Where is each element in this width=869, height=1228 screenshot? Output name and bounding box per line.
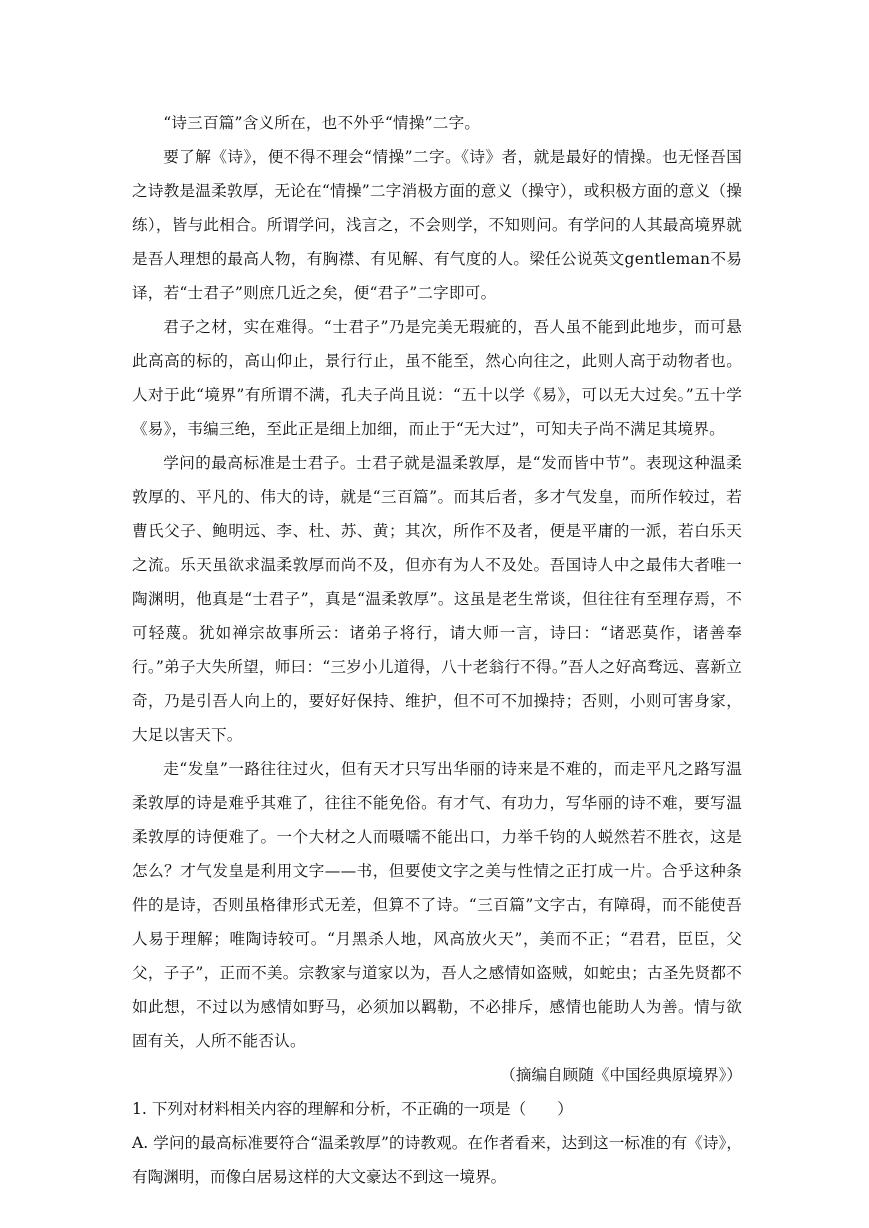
- document-page: [132, 106, 742, 1194]
- paragraph-3: 君子之材，实在难得。“士君子”乃是完美无瑕疵的，吾人虽不能到此地步，而可悬此高高的标的，高山仰止，景行行止，虽不能至，然心向往之，此则人高于动物者也。人对于此“境界”有所谓不满，孔夫子尚且说：“五十以学《易》，可以无大过矣。”五十学《易》，韦编三绝，至此正是细上加细，而止于“无大过”，可知夫子尚不满足其境界。: [132, 318, 742, 438]
- paragraph-1: “诗三百篇”含义所在，也不外乎“情操”二字。: [163, 114, 481, 132]
- option-a: A. 学问的最高标准要符合“温柔敦厚”的诗教观。在作者看来，达到这一标准的有《诗》，有陶渊明，而像白居易这样的大文豪达不到这一境界。: [132, 1134, 742, 1186]
- question-stem: 1. 下列对材料相关内容的理解和分析，不正确的一项是（ ）: [132, 1100, 573, 1118]
- paragraph-2: 要了解《诗》，便不得不理会“情操”二字。《诗》者，就是最好的情操。也无怪吾国之诗教是温柔敦厚，无论在“情操”二字消极方面的意义（操守），或积极方面的意义（操练），皆与此相合。所谓学问，浅言之，不会则学，不知则问。有学问的人其最高境界就是吾人理想的最高人物，有胸襟、有见解、有气度的人。梁任公说英文gentleman不易译，若“士君子”则庶几近之矣，便“君子”二字即可。: [132, 148, 742, 302]
- paragraph-4: 学问的最高标准是士君子。士君子就是温柔敦厚，是“发而皆中节”。表现这种温柔敦厚的、平凡的、伟大的诗，就是“三百篇”。而其后者，多才气发皇，而所作较过，若曹氏父子、鲍明远、李、杜、苏、黄；其次，所作不及者，便是平庸的一派，若白乐天之流。乐天虽欲求温柔敦厚而尚不及，但亦有为人不及处。吾国诗人中之最伟大者唯一陶渊明，他真是“士君子”，真是“温柔敦厚”。这虽是老生常谈，但往往有至理存焉，不可轻蔑。犹如禅宗故事所云：诸弟子将行，请大师一言，诗曰：“诸恶莫作，诸善奉行。”弟子大失所望，师曰：“三岁小儿道得，八十老翁行不得。”吾人之好高骛远、喜新立奇，乃是引吾人向上的，要好好保持、维护，但不可不加操持；否则，小则可害身家，大足以害天下。: [132, 454, 742, 744]
- source-citation: （摘编自顾随《中国经典原境界》）: [500, 1066, 742, 1084]
- paragraph-5: 走“发皇”一路往往过火，但有天才只写出华丽的诗来是不难的，而走平凡之路写温柔敦厚的诗是难乎其难了，往往不能免俗。有才气、有功力，写华丽的诗不难，要写温柔敦厚的诗便难了。一个大材之人而嗫嚅不能出口，力举千钧的人蜕然若不胜衣，这是怎么？才气发皇是利用文字——书，但要使文字之美与性情之正打成一片。合乎这种条件的是诗，否则虽格律形式无差，但算不了诗。“三百篇”文字古，有障碍，而不能使吾人易于理解；唯陶诗较可。“月黑杀人地，风高放火天”，美而不正；“君君，臣臣，父父，子子”，正而不美。宗教家与道家以为，吾人之感情如盗贼，如蛇虫；古圣先贤都不如此想，不过以为感情如野马，必须加以羁勒，不必排斥，感情也能助人为善。情与欲固有关，人所不能否认。: [132, 760, 742, 1050]
